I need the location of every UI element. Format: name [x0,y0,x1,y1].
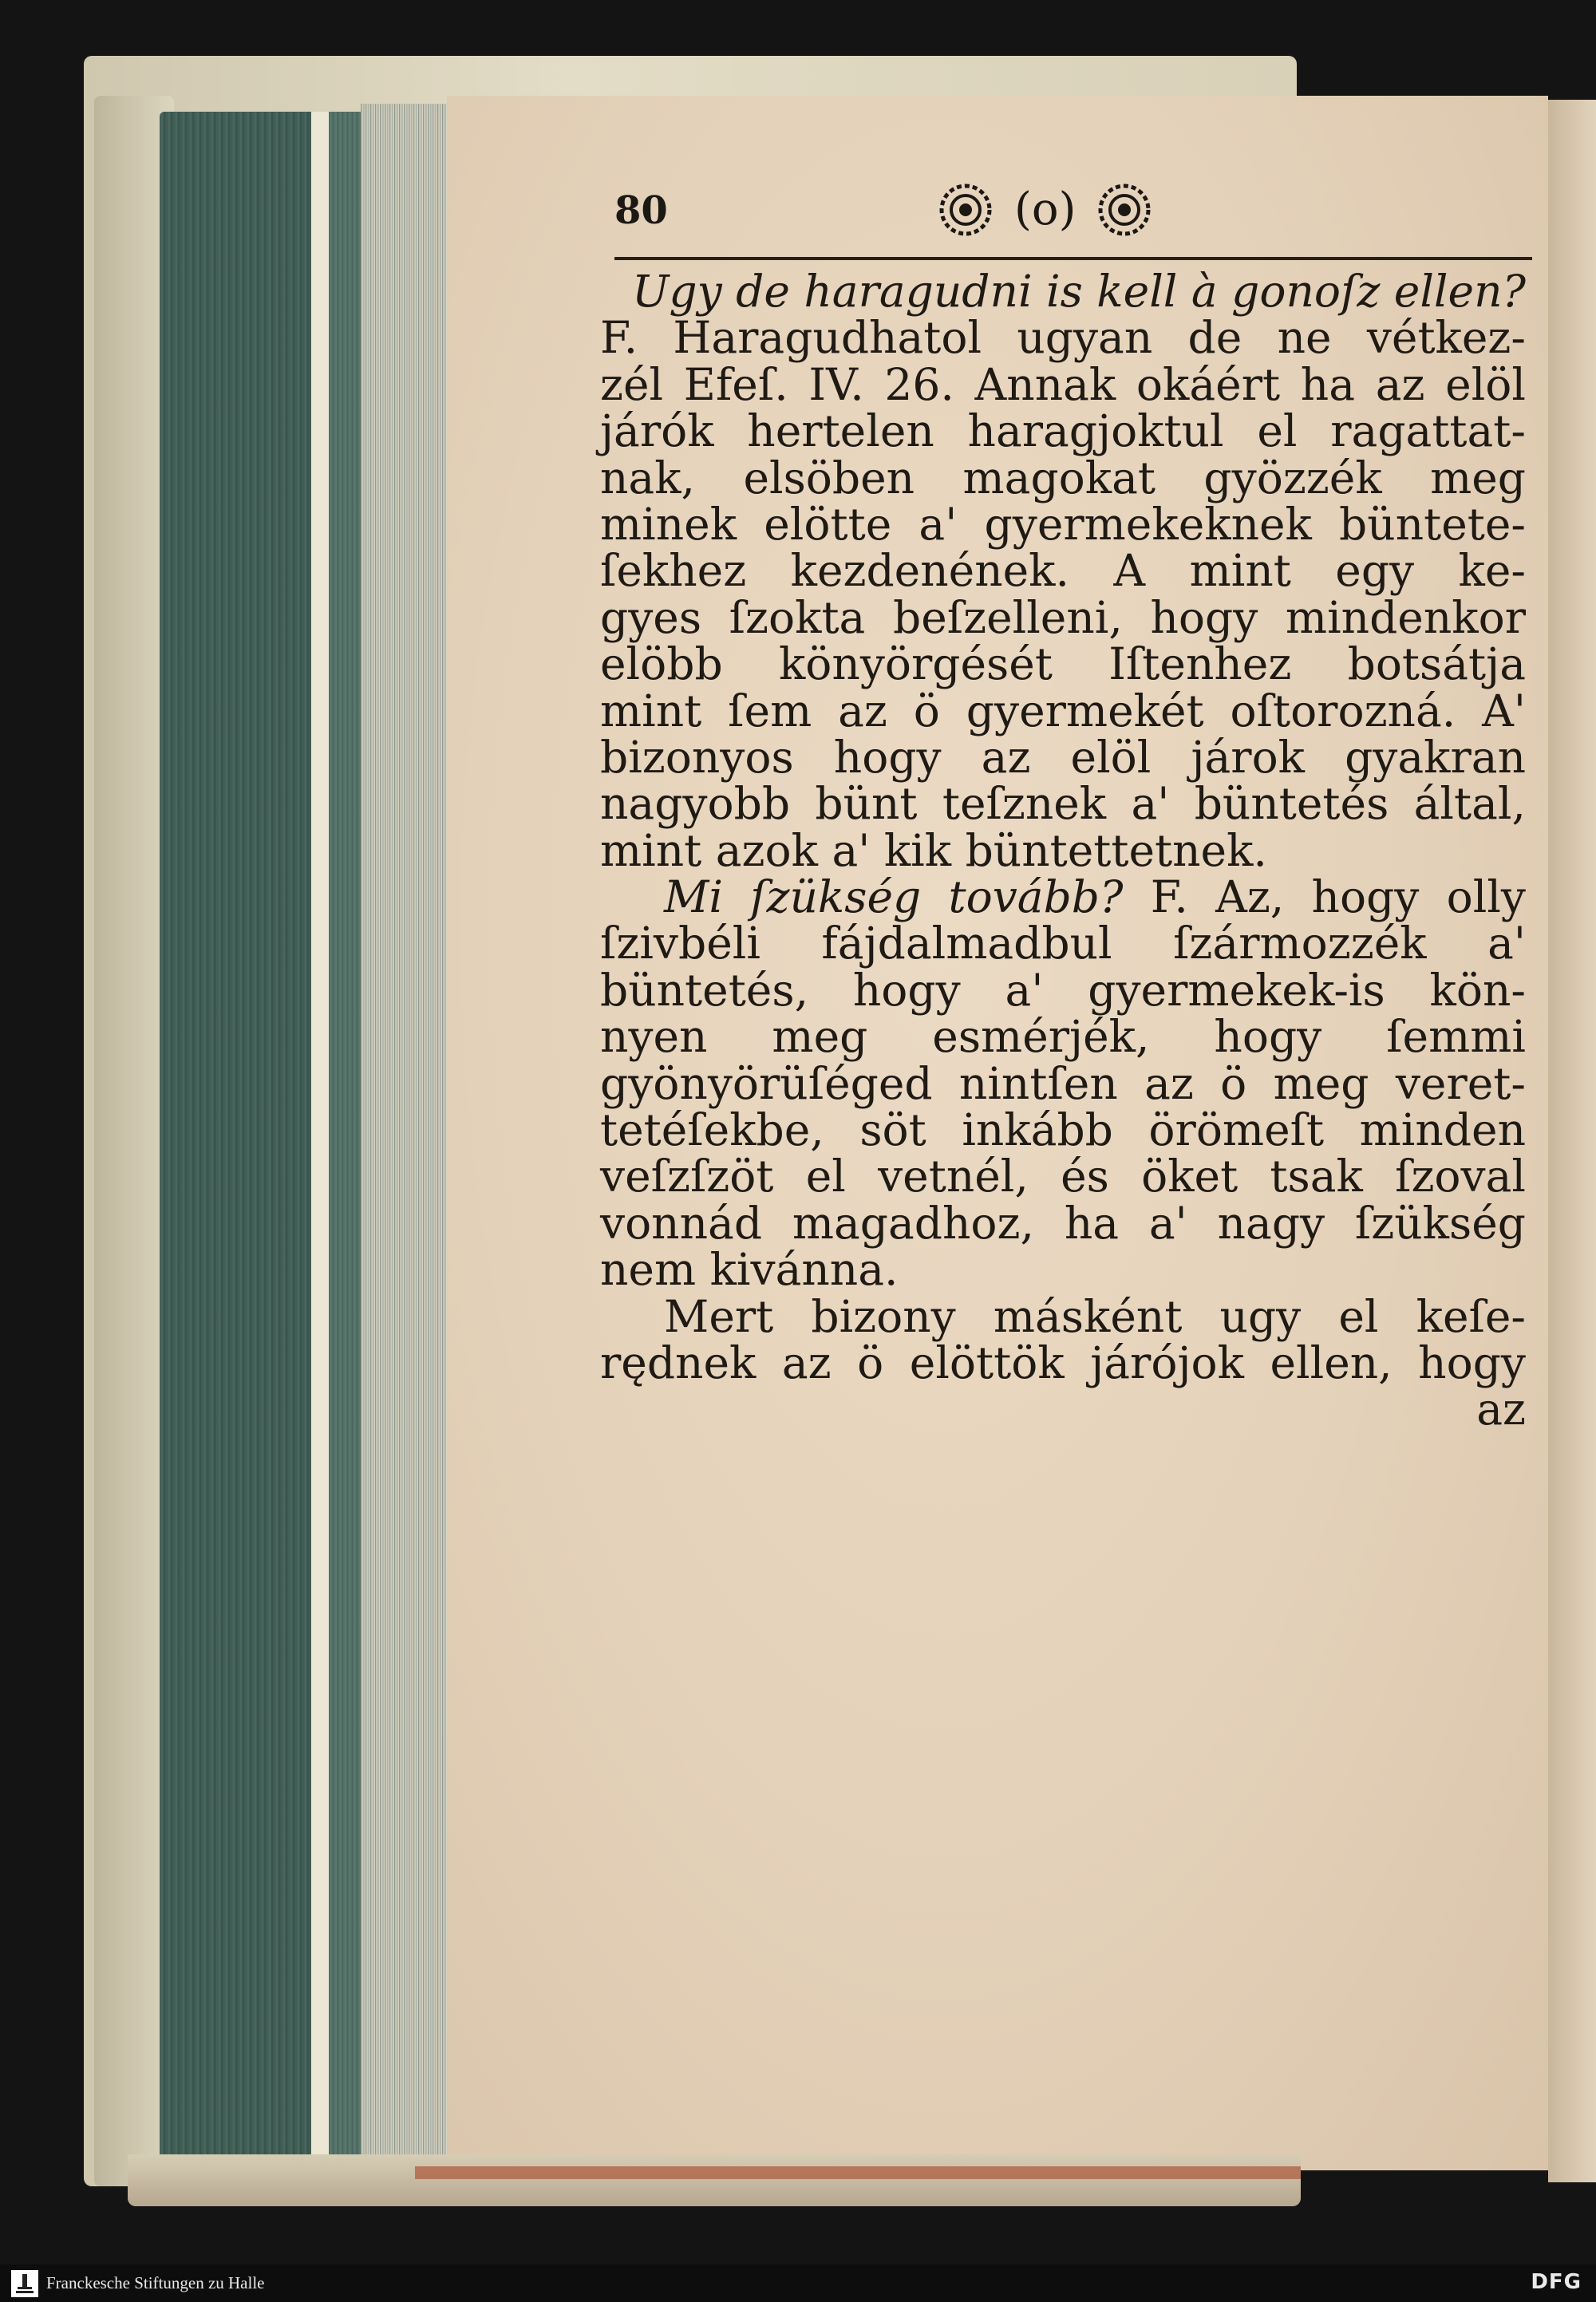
header-rule [614,257,1532,260]
text-line: elöbb könyörgését Iſtenhez botsátja [600,638,1526,690]
text-line: minek elötte a' gyermekeknek büntete- [600,498,1526,550]
text-line: nak, elsöben magokat gyözzék meg [600,452,1526,503]
facing-page-edge [1548,100,1596,2182]
text-line: bizonyos hogy az elöl járok gyakran [600,731,1526,783]
institution-name: Franckesche Stiftungen zu Halle [46,2273,265,2292]
text-line: ſekhez kezdenének. A mint egy ke- [600,545,1526,597]
question-line-2 [600,871,1526,923]
rosette-icon [1096,182,1152,238]
text-line: gyönyörüſéged nintſen az ö meg veret- [600,1057,1526,1109]
question-italic: Mi ſzükség tovább? [664,871,1124,923]
paper-edge [311,112,329,2166]
text-line: vonnád magadhoz, ha a' nagy ſzükség [600,1197,1526,1249]
page-body [600,268,1526,1433]
rosette-icon [938,182,994,238]
text-line: F. Haragudhatol ugyan de ne vétkez- [600,312,1526,364]
text-line: nyen meg esmérjék, hogy ſemmi [600,1011,1526,1063]
viewer-footer [0,2264,1596,2302]
text-line: zél Efeſ. IV. 26. Annak okáért ha az elöl [600,358,1526,410]
institution-logo-icon [11,2270,38,2297]
text-line: mint azok a' kik büntettetnek. [600,824,1267,876]
text-line: nem kivánna. [600,1244,899,1296]
running-header [614,182,1532,254]
text-line: tetéſekbe, söt inkább örömeſt minden [600,1104,1526,1156]
text-line: büntetés, hogy a' gyermekek-is kön- [600,964,1526,1016]
answer-start: F. Az, hogy olly [1123,871,1526,923]
green-page-edges [160,112,311,2166]
green-page-edges-inner [329,112,361,2166]
header-ornament-text: (o) [1014,184,1077,235]
dfg-logo: DFG [1531,2270,1582,2294]
question-line: Ugy de haragudni is kell à gonoſz ellen? [632,266,1526,317]
text-line: veſzſzöt el vetnél, és öket tsak ſzoval [600,1151,1526,1202]
page-stack [361,104,448,2166]
cover-bottom [128,2154,1301,2206]
page-number: 80 [614,188,668,233]
text-line: nagyobb bünt teſznek a' büntetés által, [600,778,1526,830]
header-ornament [938,182,1152,238]
text-line: mint ſem az ö gyermekét oſtorozná. A' [600,685,1526,736]
text-line: gyes ſzokta beſzelleni, hogy mindenkor [600,591,1526,643]
catchword: az [1476,1384,1526,1435]
text-line: járók hertelen haragjoktul el ragattat- [600,405,1526,457]
text-line: ſzivbéli fájdalmadbul ſzármozzék a' [600,918,1526,969]
text-line: Mert bizony másként ugy el keſe- [664,1290,1526,1342]
text-line: rędnek az ö elöttök járójok ellen, hogy [600,1337,1526,1388]
red-page-edge [415,2166,1301,2179]
